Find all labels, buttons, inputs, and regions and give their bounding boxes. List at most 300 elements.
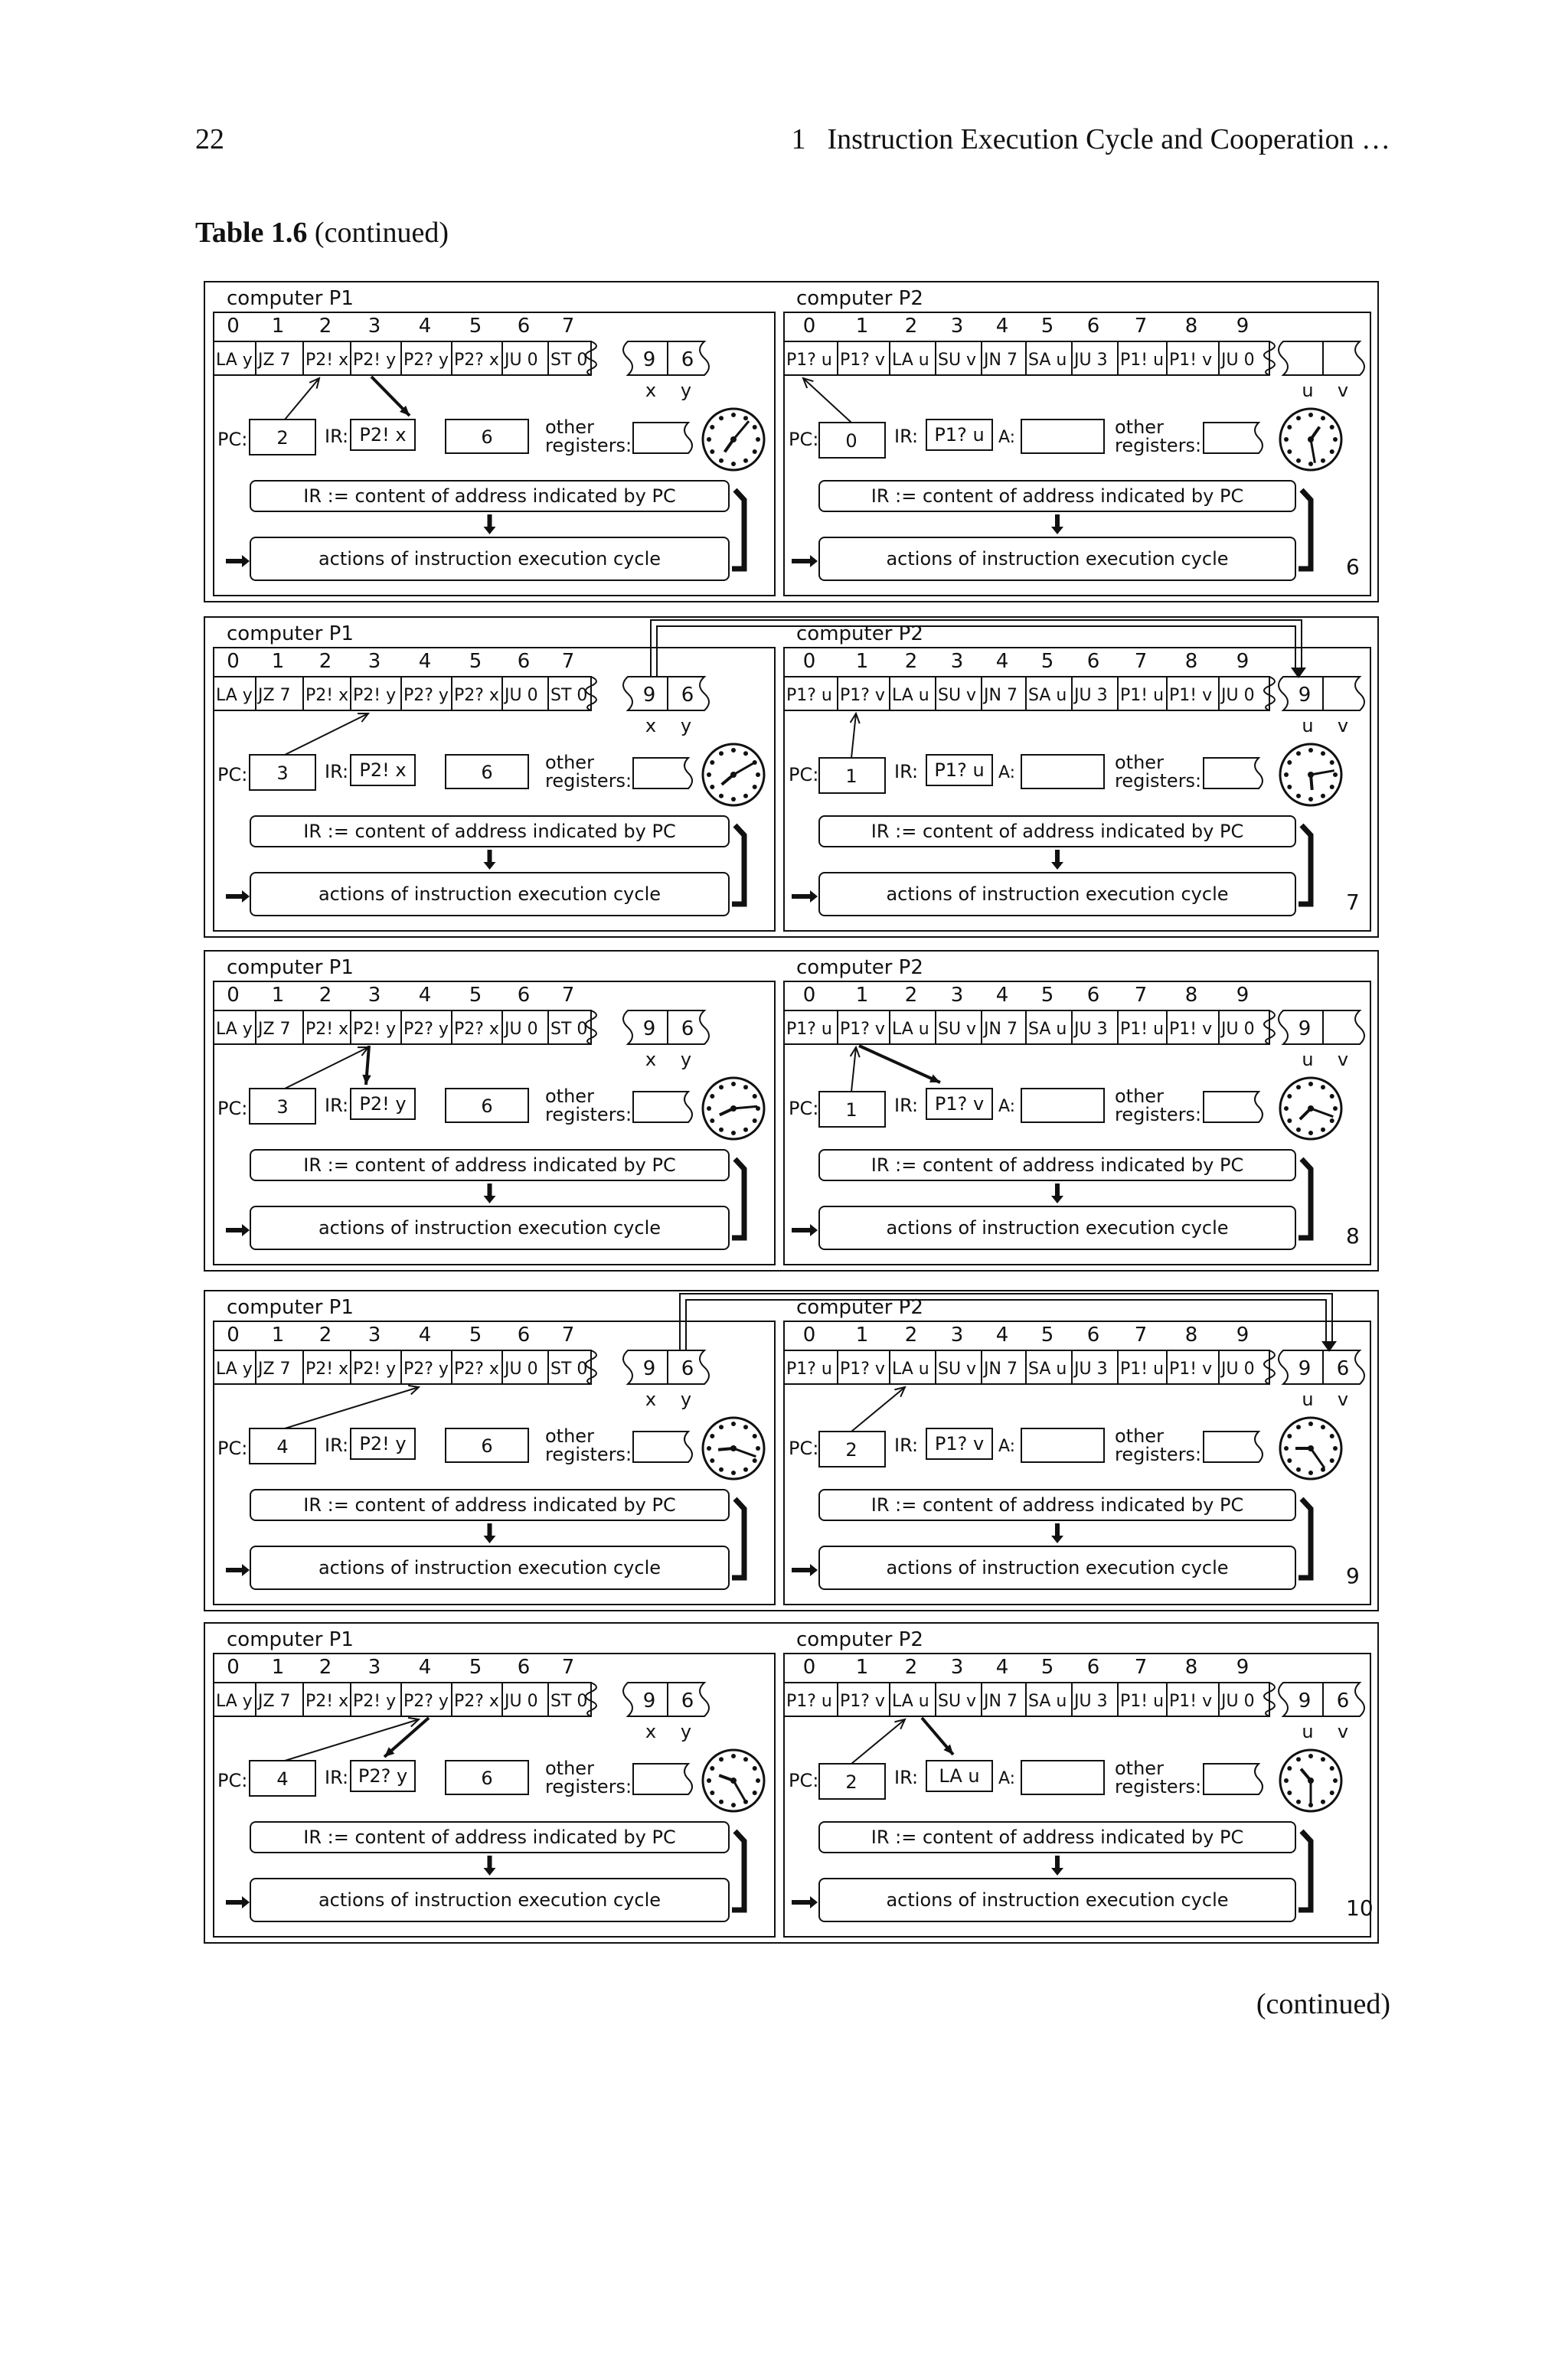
p1-x-value: 9 <box>642 348 656 371</box>
p1-address-1: 1 <box>271 1656 285 1679</box>
p2-address-2: 2 <box>904 315 918 338</box>
p1-address-6: 6 <box>517 1324 531 1347</box>
p1-instruction-4: P2? y <box>403 1692 449 1711</box>
clock-tick <box>743 794 748 798</box>
computer-p1-panel <box>214 1628 775 1937</box>
p2-a-box <box>1021 1761 1104 1794</box>
step-number: 8 <box>1346 1223 1360 1249</box>
page-number: 22 <box>195 123 224 155</box>
clock-tick <box>1321 1128 1325 1132</box>
clock-tick <box>753 1434 757 1438</box>
p1-cycle-entry-arrow-head <box>242 1224 250 1236</box>
clock-tick <box>743 416 748 420</box>
p1-other-registers-box <box>633 1432 692 1462</box>
clock-tick <box>719 416 724 420</box>
p2-u-value: 9 <box>1298 1017 1312 1040</box>
p1-address-5: 5 <box>469 650 482 673</box>
fetch-label: IR := content of address indicated by PC <box>871 821 1244 842</box>
p2-address-6: 6 <box>1086 315 1100 338</box>
p1-pc-value: 3 <box>276 1096 289 1118</box>
p1-x-name: x <box>645 1721 657 1742</box>
p1-address-5: 5 <box>469 984 482 1007</box>
p2-instruction-8: P1! v <box>1169 1020 1213 1039</box>
p1-other-label: other <box>545 1758 594 1779</box>
clock-tick <box>719 751 724 756</box>
clock-tick <box>1308 462 1313 466</box>
p1-address-7: 7 <box>561 1324 575 1347</box>
clock-tick <box>1333 1446 1338 1451</box>
fetch-to-execute-arrow-head <box>484 862 496 870</box>
p1-x-value: 9 <box>642 1357 656 1380</box>
p1-pc-value: 2 <box>276 427 289 449</box>
clock-center <box>730 1778 737 1784</box>
clock-tick <box>1287 1434 1292 1438</box>
p1-address-4: 4 <box>418 315 432 338</box>
p2-pc-value: 2 <box>845 1439 858 1461</box>
p2-other-label: other <box>1115 416 1164 438</box>
fetch-label: IR := content of address indicated by PC <box>303 821 676 842</box>
p2-instruction-0: P1? u <box>786 1692 832 1711</box>
fetch-to-execute-arrow-head <box>1051 1196 1063 1203</box>
p2-v-value: 6 <box>1336 1690 1350 1712</box>
p1-address-4: 4 <box>418 650 432 673</box>
p2-cycle-entry-arrow-head <box>810 1896 818 1908</box>
p1-cycle-entry-arrow-head <box>242 890 250 903</box>
computer-p2-panel <box>784 622 1370 931</box>
p1-instruction-3: P2! y <box>353 1692 397 1711</box>
p2-title: computer P2 <box>796 287 923 310</box>
p1-instruction-2: P2! x <box>305 1020 349 1039</box>
p1-address-1: 1 <box>271 1324 285 1347</box>
p1-address-6: 6 <box>517 984 531 1007</box>
p1-y-value: 6 <box>681 348 694 371</box>
p1-data-cells <box>623 1350 709 1384</box>
table-caption-note: (continued) <box>314 217 449 249</box>
p2-address-6: 6 <box>1086 1656 1100 1679</box>
p2-registers-label: registers: <box>1115 1104 1202 1125</box>
step-frame-9 <box>204 1291 1378 1611</box>
p2-pc-label: PC: <box>789 1098 819 1119</box>
clock-tick <box>1308 1754 1313 1758</box>
clock-tick <box>1330 1458 1334 1463</box>
clock-tick <box>1296 1085 1301 1089</box>
p1-address-3: 3 <box>368 650 381 673</box>
clock-tick <box>743 1128 748 1132</box>
clock-tick <box>1330 1434 1334 1438</box>
p2-address-6: 6 <box>1086 1324 1100 1347</box>
computer-p1-panel <box>214 622 775 931</box>
clock-tick <box>1321 794 1325 798</box>
clock-tick <box>1321 1425 1325 1429</box>
p1-address-3: 3 <box>368 1324 381 1347</box>
clock-tick <box>719 1468 724 1472</box>
clock-tick <box>719 1757 724 1761</box>
clock-tick <box>756 1778 760 1783</box>
p2-ir-label: IR: <box>894 1095 919 1116</box>
p2-registers-label: registers: <box>1115 1444 1202 1465</box>
p2-instruction-8: P1! v <box>1169 1692 1213 1711</box>
p1-instruction-6: JU 0 <box>505 1360 538 1379</box>
fetch-label: IR := content of address indicated by PC <box>303 485 676 507</box>
clock-tick <box>1296 1425 1301 1429</box>
computer-p1-panel <box>214 1296 775 1605</box>
fetch-label: IR := content of address indicated by PC <box>303 1154 676 1176</box>
p1-address-7: 7 <box>561 1656 575 1679</box>
clock-tick <box>1321 1468 1325 1472</box>
clock-tick <box>1330 1094 1334 1099</box>
p2-address-5: 5 <box>1040 315 1054 338</box>
p1-y-value: 6 <box>681 1357 694 1380</box>
p1-data-cells <box>623 1010 709 1044</box>
p2-pc-value: 0 <box>845 430 858 452</box>
p2-a-box <box>1021 1428 1104 1462</box>
p2-pc-value: 2 <box>845 1771 858 1793</box>
p2-u-name: u <box>1302 1389 1314 1410</box>
p1-title: computer P1 <box>227 287 354 310</box>
p1-address-4: 4 <box>418 984 432 1007</box>
p1-address-1: 1 <box>271 984 285 1007</box>
clock-tick <box>1296 416 1301 420</box>
clock-tick <box>1287 760 1292 765</box>
p1-ir-label: IR: <box>325 1435 349 1456</box>
computer-p2-panel <box>784 1296 1370 1605</box>
p2-instruction-5: SA u <box>1028 1692 1067 1711</box>
p1-ir-value: P2! y <box>359 1093 407 1115</box>
p1-address-0: 0 <box>227 650 240 673</box>
clock-tick <box>731 1082 736 1086</box>
p2-title: computer P2 <box>796 1628 923 1651</box>
clock-tick <box>753 1118 757 1123</box>
loop-back-arrow <box>732 490 744 569</box>
p2-pc-value: 1 <box>845 1099 858 1121</box>
p1-pc-label: PC: <box>217 764 248 785</box>
p2-instruction-9: JU 0 <box>1221 1020 1255 1039</box>
p1-instruction-1: JZ 7 <box>258 686 291 705</box>
p2-address-2: 2 <box>904 984 918 1007</box>
p2-instruction-3: SU v <box>938 1692 977 1711</box>
p2-address-0: 0 <box>802 1656 816 1679</box>
p2-data-cells <box>1279 1350 1364 1384</box>
p1-y-name: y <box>680 1389 692 1410</box>
p2-address-3: 3 <box>950 650 964 673</box>
p1-pc-value: 3 <box>276 762 289 784</box>
clock-tick <box>1308 1082 1313 1086</box>
clock-tick <box>1287 1766 1292 1771</box>
p1-pc-pointer-arrow <box>285 713 368 755</box>
p2-a-label: A: <box>998 1769 1016 1788</box>
computer-p1-panel <box>214 956 775 1265</box>
clock-tick <box>719 1800 724 1804</box>
p2-address-2: 2 <box>904 650 918 673</box>
p2-cycle-entry-arrow-head <box>810 1224 818 1236</box>
clock-tick <box>1284 1106 1289 1111</box>
p1-instruction-3: P2! y <box>353 1360 397 1379</box>
p1-address-1: 1 <box>271 315 285 338</box>
p2-address-7: 7 <box>1134 984 1148 1007</box>
p1-address-6: 6 <box>517 650 531 673</box>
p1-cycle-entry-arrow-head <box>242 555 250 567</box>
p2-address-3: 3 <box>950 1656 964 1679</box>
p1-address-5: 5 <box>469 315 482 338</box>
clock-center <box>1308 1778 1314 1784</box>
clock-tick <box>710 1458 714 1463</box>
p2-address-1: 1 <box>855 1656 869 1679</box>
p2-pc-label: PC: <box>789 1438 819 1459</box>
clock-tick <box>1287 1094 1292 1099</box>
p1-instruction-6: JU 0 <box>505 1020 538 1039</box>
p2-address-9: 9 <box>1236 1324 1250 1347</box>
step-frame-8 <box>204 951 1378 1271</box>
clock-tick <box>710 1094 714 1099</box>
p2-u-name: u <box>1302 1049 1314 1070</box>
clock-tick <box>731 1422 736 1426</box>
p1-ir-value: P2! x <box>359 759 407 781</box>
p2-instruction-3: SU v <box>938 1020 977 1039</box>
clock-tick <box>1330 1118 1334 1123</box>
loop-back-arrow <box>1298 825 1311 904</box>
p1-address-6: 6 <box>517 315 531 338</box>
p1-instruction-5: P2? x <box>454 351 499 370</box>
execute-label: actions of instruction execution cycle <box>318 883 662 905</box>
p1-instruction-1: JZ 7 <box>258 351 291 370</box>
p1-address-0: 0 <box>227 315 240 338</box>
loop-back-arrow <box>1298 1159 1311 1238</box>
execute-label: actions of instruction execution cycle <box>886 1557 1229 1579</box>
p1-cycle-entry-arrow-head <box>242 1896 250 1908</box>
p1-address-0: 0 <box>227 984 240 1007</box>
clock-tick <box>731 462 736 466</box>
clock-tick <box>710 1434 714 1438</box>
p1-instruction-7: ST 0 <box>550 686 588 705</box>
p1-y-name: y <box>680 1049 692 1070</box>
execute-label: actions of instruction execution cycle <box>886 1889 1229 1911</box>
table-caption-label: Table 1.6 <box>195 217 308 249</box>
p2-address-5: 5 <box>1040 1324 1054 1347</box>
clock-center <box>730 436 737 442</box>
p1-other-registers-box <box>633 1764 692 1794</box>
p2-instruction-1: P1? v <box>840 1360 885 1379</box>
p2-u-name: u <box>1302 380 1314 401</box>
clock-tick <box>1321 1757 1325 1761</box>
p2-a-box <box>1021 1089 1104 1122</box>
p1-address-5: 5 <box>469 1656 482 1679</box>
p1-instruction-0: LA y <box>216 351 253 370</box>
p2-other-label: other <box>1115 752 1164 773</box>
p2-instruction-7: P1! u <box>1120 1360 1165 1379</box>
p1-registers-label: registers: <box>545 1104 632 1125</box>
p1-instruction-4: P2? y <box>403 1020 449 1039</box>
p2-instruction-9: JU 0 <box>1221 686 1255 705</box>
loop-back-arrow <box>1298 490 1311 569</box>
p2-instruction-1: P1? v <box>840 1692 885 1711</box>
p2-pc-pointer-arrow <box>803 378 851 423</box>
p1-title: computer P1 <box>227 622 354 645</box>
clock-tick <box>710 1766 714 1771</box>
p1-register-value: 6 <box>481 1095 493 1117</box>
clock-center <box>730 1105 737 1112</box>
p2-ir-value: P1? v <box>934 1093 985 1115</box>
p2-instruction-4: JN 7 <box>984 686 1018 705</box>
p2-address-5: 5 <box>1040 984 1054 1007</box>
p2-u-name: u <box>1302 715 1314 736</box>
p2-address-4: 4 <box>995 1656 1009 1679</box>
p1-address-0: 0 <box>227 1324 240 1347</box>
p2-address-1: 1 <box>855 315 869 338</box>
p2-address-5: 5 <box>1040 650 1054 673</box>
computer-p2-panel <box>784 1628 1374 1937</box>
computer-p2-panel <box>784 287 1370 596</box>
p1-instruction-7: ST 0 <box>550 1692 588 1711</box>
clock-tick <box>1287 785 1292 789</box>
clock-tick <box>753 1791 757 1795</box>
p2-instruction-7: P1! u <box>1120 686 1165 705</box>
p1-title: computer P1 <box>227 1628 354 1651</box>
fetch-to-execute-arrow-head <box>1051 527 1063 534</box>
p2-instruction-5: SA u <box>1028 686 1067 705</box>
p2-address-0: 0 <box>802 315 816 338</box>
p2-instruction-3: SU v <box>938 1360 977 1379</box>
p1-x-name: x <box>645 715 657 736</box>
fetch-to-execute-arrow-head <box>1051 1868 1063 1876</box>
fetch-label: IR := content of address indicated by PC <box>871 1827 1244 1848</box>
p2-pc-label: PC: <box>789 1770 819 1791</box>
p1-y-name: y <box>680 1721 692 1742</box>
clock-tick <box>707 437 711 442</box>
p2-cycle-entry-arrow-head <box>810 890 818 903</box>
p2-ir-value: LA u <box>939 1765 980 1787</box>
p2-instruction-3: SU v <box>938 686 977 705</box>
p2-address-9: 9 <box>1236 650 1250 673</box>
clock-tick <box>719 1425 724 1429</box>
p2-title: computer P2 <box>796 956 923 979</box>
p2-instruction-5: SA u <box>1028 1360 1067 1379</box>
p2-instruction-0: P1? u <box>786 1020 832 1039</box>
fetch-label: IR := content of address indicated by PC <box>303 1494 676 1516</box>
clock-tick <box>731 413 736 417</box>
p2-v-name: v <box>1337 1049 1349 1070</box>
p2-address-1: 1 <box>855 650 869 673</box>
loop-back-arrow <box>732 1499 744 1578</box>
loop-back-arrow <box>1298 1831 1311 1910</box>
p2-v-name: v <box>1337 1721 1349 1742</box>
p2-instruction-9: JU 0 <box>1221 351 1255 370</box>
clock-tick <box>1330 425 1334 429</box>
p1-data-cells <box>623 1683 709 1716</box>
p2-other-label: other <box>1115 1086 1164 1107</box>
p1-address-7: 7 <box>561 315 575 338</box>
p1-address-0: 0 <box>227 1656 240 1679</box>
p1-address-4: 4 <box>418 1656 432 1679</box>
p2-data-cells <box>1279 341 1364 375</box>
p1-instruction-5: P2? x <box>454 686 499 705</box>
clock-tick <box>707 1778 711 1783</box>
p2-instruction-4: JN 7 <box>984 351 1018 370</box>
clock-tick <box>1321 416 1325 420</box>
clock-center <box>730 772 737 778</box>
clock-tick <box>753 449 757 454</box>
p2-address-7: 7 <box>1134 1656 1148 1679</box>
p1-other-label: other <box>545 1086 594 1107</box>
p2-u-value: 9 <box>1298 1357 1312 1380</box>
p2-instruction-2: LA u <box>892 1360 929 1379</box>
step-number: 9 <box>1346 1563 1360 1588</box>
step-number: 7 <box>1346 890 1360 915</box>
clock-tick <box>1308 413 1313 417</box>
clock-tick <box>710 785 714 789</box>
p1-registers-label: registers: <box>545 435 632 456</box>
clock-tick <box>743 1468 748 1472</box>
p1-instruction-2: P2! x <box>305 1360 349 1379</box>
clock-tick <box>1321 1085 1325 1089</box>
fetch-label: IR := content of address indicated by PC <box>871 1154 1244 1176</box>
p2-u-name: u <box>1302 1721 1314 1742</box>
clock-tick <box>1296 751 1301 756</box>
p1-instruction-1: JZ 7 <box>258 1360 291 1379</box>
step7-transfer-line-inner <box>657 626 1295 677</box>
clock-tick <box>1296 1468 1301 1472</box>
p2-instruction-3: SU v <box>938 351 977 370</box>
p1-pc-label: PC: <box>217 429 248 450</box>
p2-address-3: 3 <box>950 315 964 338</box>
p1-other-label: other <box>545 416 594 438</box>
p2-instruction-6: JU 3 <box>1074 1020 1108 1039</box>
fetch-to-execute-arrow-head <box>484 1868 496 1876</box>
clock-tick <box>719 1085 724 1089</box>
p2-instruction-0: P1? u <box>786 1360 832 1379</box>
clock-tick <box>1287 1118 1292 1123</box>
p2-address-3: 3 <box>950 984 964 1007</box>
clock-tick <box>753 1766 757 1771</box>
p1-instruction-0: LA y <box>216 1020 253 1039</box>
computer-p2-panel <box>784 956 1370 1265</box>
clock-tick <box>1308 797 1313 801</box>
clock-tick <box>1308 748 1313 753</box>
execute-label: actions of instruction execution cycle <box>886 548 1229 570</box>
p1-instruction-7: ST 0 <box>550 351 588 370</box>
p2-instruction-1: P1? v <box>840 1020 885 1039</box>
p2-address-6: 6 <box>1086 650 1100 673</box>
p2-registers-label: registers: <box>1115 1776 1202 1797</box>
p2-address-8: 8 <box>1184 1324 1198 1347</box>
execute-label: actions of instruction execution cycle <box>886 883 1229 905</box>
clock-tick <box>1330 760 1334 765</box>
clock-center <box>1308 772 1314 778</box>
p2-cycle-entry-arrow-head <box>810 1564 818 1576</box>
clock-tick <box>1296 1800 1301 1804</box>
clock-tick <box>1287 1458 1292 1463</box>
p1-address-7: 7 <box>561 650 575 673</box>
p1-data-cells <box>623 677 709 710</box>
p1-instruction-6: JU 0 <box>505 351 538 370</box>
loop-back-arrow <box>1298 1499 1311 1578</box>
p2-instruction-6: JU 3 <box>1074 351 1108 370</box>
clock-tick <box>1321 459 1325 463</box>
clock-tick <box>753 1458 757 1463</box>
execute-label: actions of instruction execution cycle <box>886 1217 1229 1239</box>
fetch-label: IR := content of address indicated by PC <box>871 485 1244 507</box>
clock-tick <box>756 437 760 442</box>
clock-tick <box>1287 425 1292 429</box>
step-frame-7 <box>204 617 1378 937</box>
p1-instruction-4: P2? y <box>403 1360 449 1379</box>
clock-tick <box>1284 1778 1289 1783</box>
continued-note: (continued) <box>1256 1988 1390 2020</box>
p1-other-registers-box <box>633 1092 692 1122</box>
p1-address-2: 2 <box>318 984 332 1007</box>
step-number: 6 <box>1346 554 1360 579</box>
clock-tick <box>1287 449 1292 454</box>
p1-x-name: x <box>645 380 657 401</box>
